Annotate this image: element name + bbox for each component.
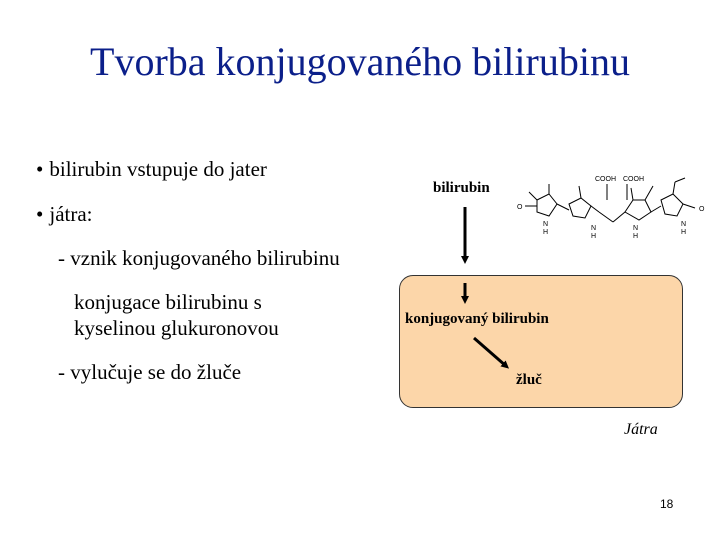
line-conjugated-formation: - vznik konjugovaného bilirubinu (58, 246, 340, 270)
h-label-4: H (681, 229, 687, 236)
bullet-liver: • játra: (36, 202, 93, 227)
line-excretion-to-bile: - vylučuje se do žluče (58, 360, 242, 384)
n-label-1: N (543, 221, 549, 228)
oxygen-right-label: O (699, 206, 705, 213)
page-number: 18 (660, 497, 674, 511)
n-label-4: N (681, 221, 687, 228)
liver-label: Játra (624, 421, 658, 438)
h-label-1: H (543, 229, 549, 236)
h-label-2: H (591, 233, 597, 240)
conjugated-bilirubin-label: konjugovaný bilirubin (405, 311, 549, 327)
arrow-to-bile (474, 338, 506, 366)
line-conjugation-2: kyselinou glukuronovou (74, 316, 279, 340)
oxygen-left-label: O (517, 204, 523, 211)
bilirubin-structure-image (515, 170, 715, 242)
n-label-3: N (633, 225, 639, 232)
bullet-bilirubin-enters-liver: • bilirubin vstupuje do jater (36, 157, 267, 182)
bile-label: žluč (516, 372, 542, 388)
bilirubin-label: bilirubin (433, 180, 490, 196)
cooh-left-label: COOH (595, 176, 616, 183)
n-label-2: N (591, 225, 597, 232)
cooh-right-label: COOH (623, 176, 644, 183)
slide-title: Tvorba konjugovaného bilirubinu (90, 39, 630, 84)
h-label-3: H (633, 233, 639, 240)
line-conjugation-1: konjugace bilirubinu s (74, 290, 262, 314)
